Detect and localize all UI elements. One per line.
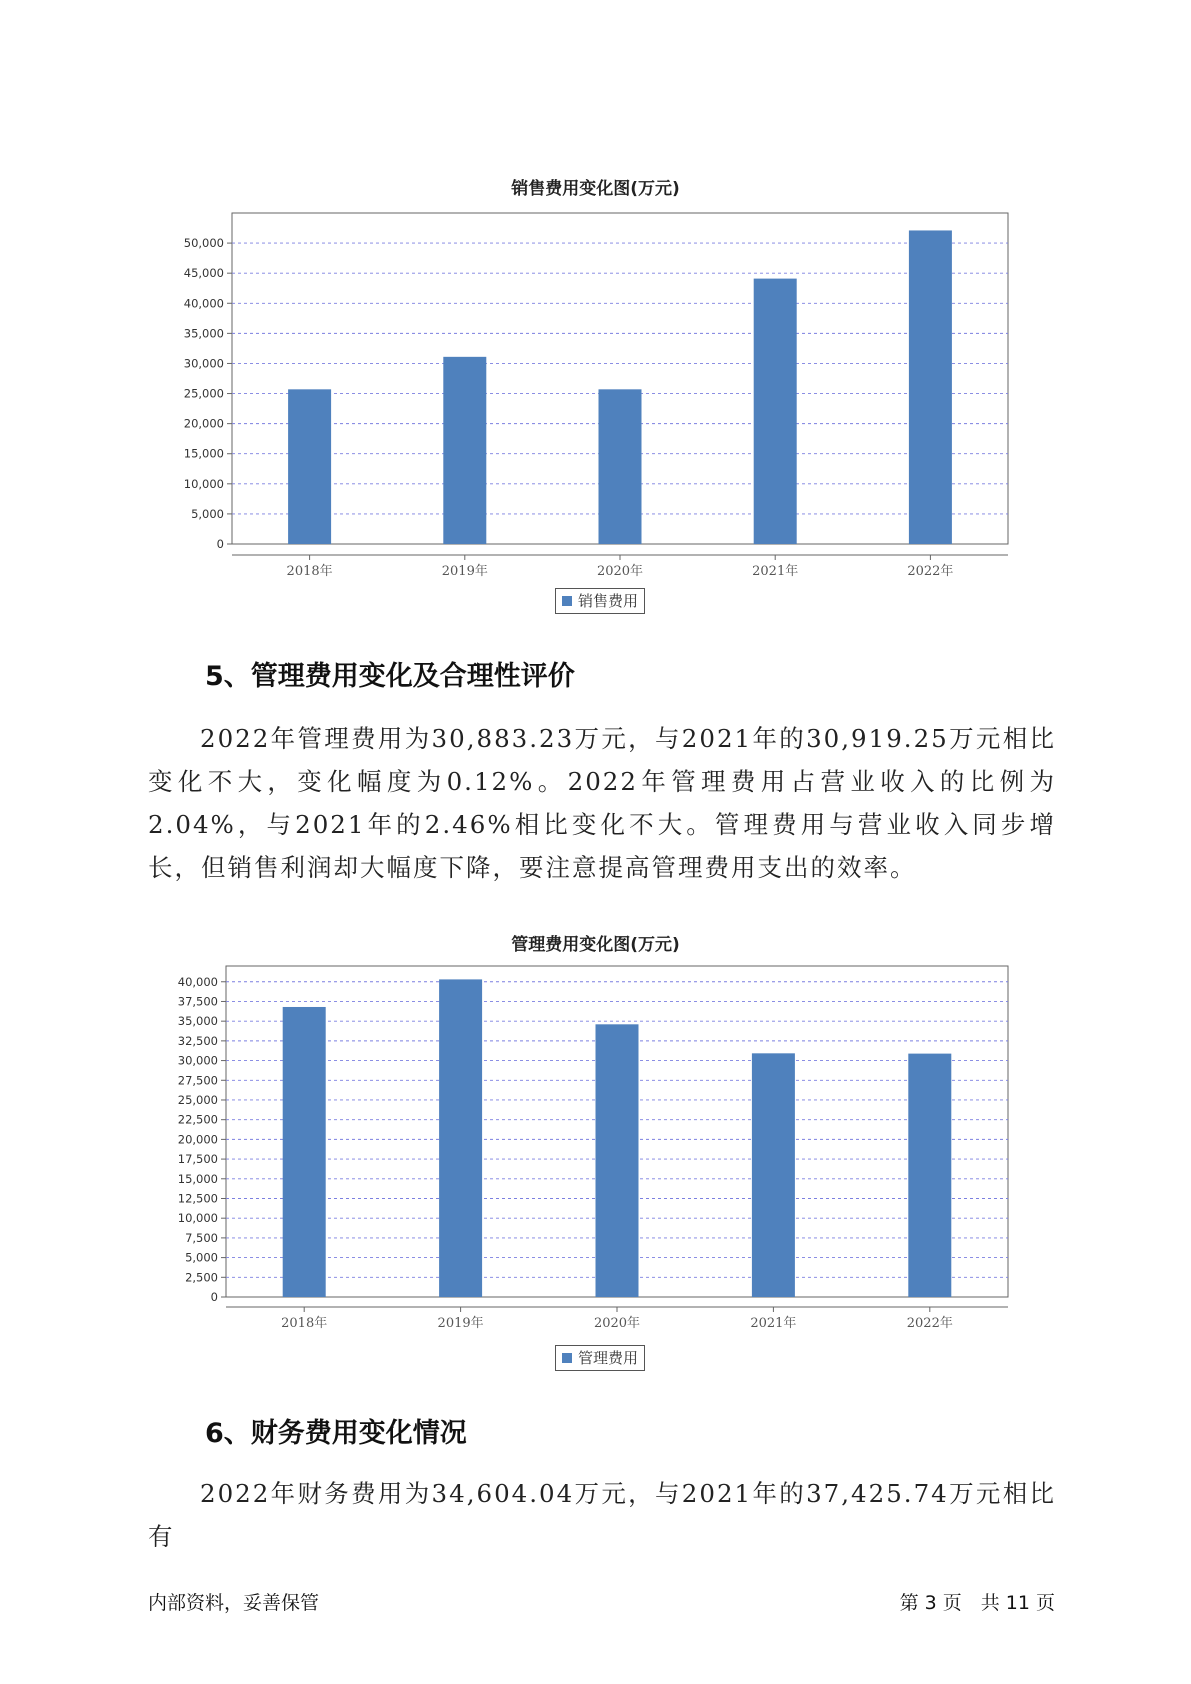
y-tick-label: 0 xyxy=(210,1290,218,1304)
y-tick-label: 32,500 xyxy=(177,1033,218,1048)
legend-swatch xyxy=(562,1353,572,1363)
bar xyxy=(439,979,482,1297)
footer-page-number: 第 3 页 共 11 页 xyxy=(899,1592,1055,1614)
y-tick-label: 35,000 xyxy=(177,1014,218,1029)
section-5-paragraph: 2022年管理费用为30,883.23万元，与2021年的30,919.25万元相比变化不大，变化幅度为0.12%。2022年管理费用占营业收入的比例为2.04%，与2021年的2.46%相比变化不大。管理费用与营业收入同步增长，但销售利润却大幅度下降，要注意提高管理费用支出的效率。 xyxy=(148,724,1056,882)
legend-label: 管理费用 xyxy=(578,1349,639,1367)
x-tick-label: 2019年 xyxy=(437,1316,484,1331)
x-tick-label: 2020年 xyxy=(596,564,644,579)
y-tick-label: 7,500 xyxy=(185,1230,218,1245)
y-tick-label: 20,000 xyxy=(177,1132,218,1147)
x-tick-label: 2018年 xyxy=(286,564,333,579)
y-tick-label: 17,500 xyxy=(177,1152,218,1167)
section-6-heading: 6、财务费用变化情况 xyxy=(205,1418,467,1449)
bar xyxy=(283,1007,326,1297)
y-tick-label: 10,000 xyxy=(177,1211,218,1226)
y-tick-label: 15,000 xyxy=(183,446,224,461)
y-tick-label: 5,000 xyxy=(185,1250,218,1265)
y-tick-label: 2,500 xyxy=(185,1270,218,1285)
bar xyxy=(596,1024,639,1297)
y-tick-label: 10,000 xyxy=(183,476,224,491)
x-tick-label: 2022年 xyxy=(907,564,954,579)
x-tick-label: 2021年 xyxy=(752,564,799,579)
y-tick-label: 30,000 xyxy=(183,356,224,371)
y-tick-label: 40,000 xyxy=(183,296,224,311)
y-tick-label: 22,500 xyxy=(177,1112,218,1127)
y-tick-label: 30,000 xyxy=(177,1053,218,1068)
admin-chart-legend xyxy=(555,1345,645,1371)
x-tick-label: 2021年 xyxy=(750,1316,797,1331)
y-tick-label: 5,000 xyxy=(191,506,224,521)
bar xyxy=(752,1053,795,1297)
y-tick-label: 12,500 xyxy=(177,1191,218,1206)
x-tick-label: 2020年 xyxy=(593,1316,641,1331)
y-tick-label: 25,000 xyxy=(183,386,224,401)
y-tick-label: 27,500 xyxy=(177,1073,218,1088)
section-5-heading: 5、管理费用变化及合理性评价 xyxy=(205,661,575,692)
sales-chart-title: 销售费用变化图(万元) xyxy=(511,179,680,199)
footer-confidential-note: 内部资料，妥善保管 xyxy=(148,1592,320,1614)
x-tick-label: 2018年 xyxy=(281,1316,328,1331)
y-tick-label: 45,000 xyxy=(183,266,224,281)
admin-chart-title: 管理费用变化图(万元) xyxy=(511,935,680,955)
y-tick-label: 20,000 xyxy=(183,416,224,431)
x-tick-label: 2019年 xyxy=(441,564,488,579)
y-tick-label: 40,000 xyxy=(177,974,218,989)
y-tick-label: 25,000 xyxy=(177,1092,218,1107)
bar xyxy=(908,1054,951,1297)
y-tick-label: 0 xyxy=(216,537,224,551)
y-tick-label: 35,000 xyxy=(183,326,224,341)
section-6-paragraph: 2022年财务费用为34,604.04万元，与2021年的37,425.74万元相比有 xyxy=(148,1479,1056,1551)
y-tick-label: 15,000 xyxy=(177,1171,218,1186)
y-tick-label: 50,000 xyxy=(183,236,224,251)
legend-label: 销售费用 xyxy=(578,592,639,610)
y-tick-label: 37,500 xyxy=(177,994,218,1009)
x-tick-label: 2022年 xyxy=(906,1316,953,1331)
